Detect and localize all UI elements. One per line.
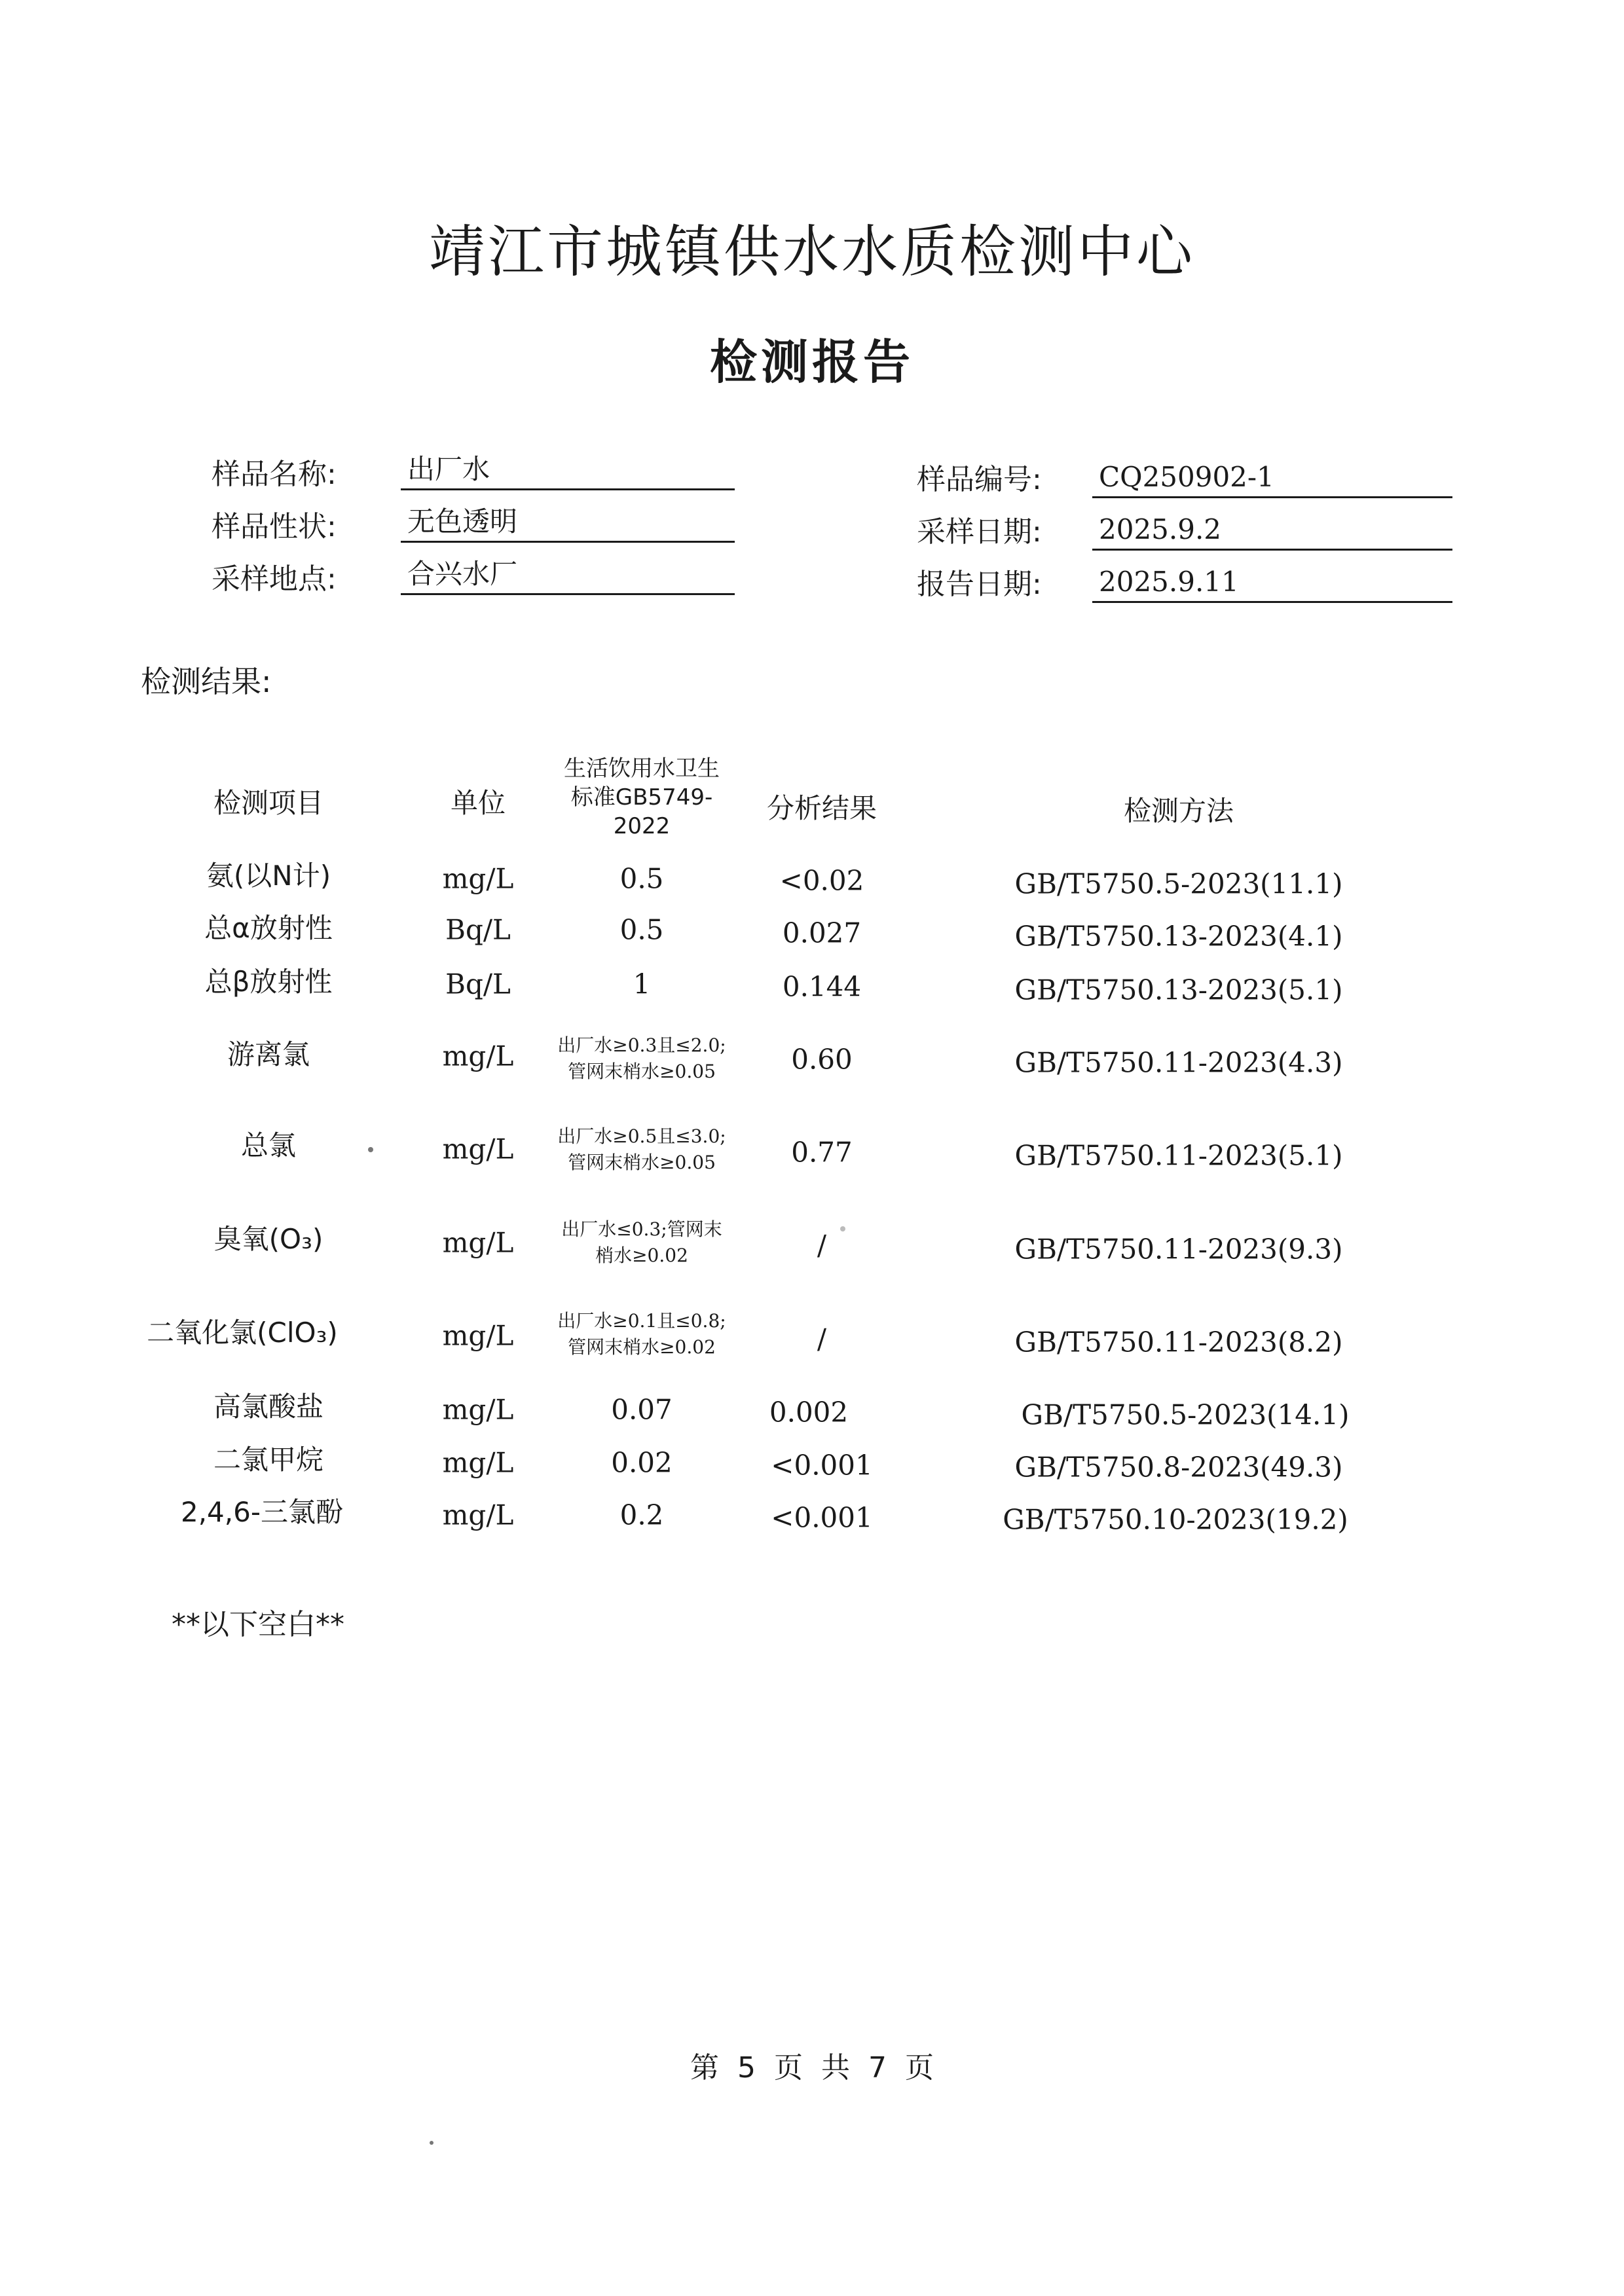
row-method: GB/T5750.11-2023(9.3) — [1014, 1233, 1343, 1266]
report-date-label: 报告日期: — [917, 568, 1042, 601]
row-method: GB/T5750.13-2023(4.1) — [1014, 920, 1343, 953]
report-date-value: 2025.9.11 — [1092, 563, 1452, 603]
column-header-method: 检测方法 — [1123, 795, 1234, 827]
row-item: 游离氯 — [227, 1038, 310, 1070]
row-unit: mg/L — [442, 1226, 514, 1259]
row-item: 高氯酸盐 — [213, 1391, 323, 1423]
scan-speck — [840, 1226, 845, 1231]
scan-speck — [368, 1147, 373, 1152]
row-item: 二氧化氯(ClO₃) — [147, 1317, 338, 1349]
row-result: 0.60 — [791, 1043, 853, 1076]
footer-prefix: 第 — [690, 2051, 719, 2085]
row-method: GB/T5750.11-2023(5.1) — [1014, 1139, 1343, 1172]
sampling-location-label: 采样地点: — [212, 562, 337, 596]
column-header-unit: 单位 — [450, 787, 506, 819]
row-item: 总氯 — [240, 1129, 296, 1161]
row-unit: mg/L — [442, 1040, 514, 1072]
sample-state-value: 无色透明 — [401, 503, 735, 543]
row-item: 二氯甲烷 — [213, 1444, 323, 1476]
row-result: <0.02 — [779, 864, 864, 897]
row-item: 臭氧(O₃) — [213, 1223, 323, 1255]
results-heading: 检测结果: — [141, 664, 272, 699]
row-unit: mg/L — [442, 1446, 514, 1479]
total-page-number: 7 — [868, 2051, 887, 2085]
column-header-result: 分析结果 — [766, 792, 877, 824]
row-unit: mg/L — [442, 862, 514, 895]
row-method: GB/T5750.13-2023(5.1) — [1014, 974, 1343, 1006]
row-result: 0.144 — [782, 970, 862, 1003]
page-number-footer — [0, 2044, 1624, 2086]
row-item: 氨(以N计) — [206, 860, 331, 892]
row-standard: 0.07 — [611, 1393, 673, 1426]
footer-total-word: 共 — [821, 2051, 850, 2085]
row-method: GB/T5750.11-2023(8.2) — [1014, 1326, 1343, 1358]
sampling-location-value: 合兴水厂 — [401, 555, 735, 595]
column-header-item: 检测项目 — [213, 787, 323, 819]
row-result: / — [817, 1229, 827, 1262]
row-unit: mg/L — [442, 1319, 514, 1352]
organization-title: 靖江市城镇供水水质检测中心 — [429, 219, 1195, 285]
row-method: GB/T5750.10-2023(19.2) — [1003, 1503, 1348, 1536]
row-standard: 0.5 — [619, 862, 664, 895]
row-result: 0.027 — [782, 917, 862, 949]
row-standard: 1 — [633, 968, 651, 1000]
row-method: GB/T5750.5-2023(11.1) — [1014, 867, 1343, 900]
sample-name-label: 样品名称: — [212, 458, 337, 491]
row-item: 2,4,6-三氯酚 — [180, 1496, 344, 1528]
sampling-date-label: 采样日期: — [917, 515, 1042, 549]
row-method: GB/T5750.5-2023(14.1) — [1021, 1398, 1350, 1431]
row-unit: mg/L — [442, 1499, 514, 1531]
row-method: GB/T5750.11-2023(4.3) — [1014, 1046, 1343, 1079]
row-standard: 出厂水≥0.3且≤2.0;管网末梢水≥0.05 — [557, 1034, 726, 1082]
row-result: 0.77 — [791, 1136, 853, 1169]
sample-number-value: CQ250902-1 — [1092, 458, 1452, 498]
footer-suffix: 页 — [905, 2051, 934, 2085]
sample-name-value: 出厂水 — [401, 450, 735, 490]
sampling-date-value: 2025.9.2 — [1092, 511, 1452, 551]
scan-speck — [430, 2141, 434, 2145]
sample-number-label: 样品编号: — [917, 463, 1042, 496]
row-method: GB/T5750.8-2023(49.3) — [1014, 1451, 1343, 1484]
row-result: / — [817, 1322, 827, 1355]
footer-page-word: 页 — [774, 2051, 803, 2085]
row-result: 0.002 — [769, 1396, 849, 1429]
row-unit: Bq/L — [445, 968, 511, 1000]
row-standard: 出厂水≥0.5且≤3.0;管网末梢水≥0.05 — [557, 1125, 726, 1173]
row-standard: 0.02 — [611, 1446, 673, 1479]
row-item: 总α放射性 — [204, 912, 333, 944]
row-unit: mg/L — [442, 1393, 514, 1426]
row-unit: mg/L — [442, 1133, 514, 1165]
column-header-standard: 生活饮用水卫生标准GB5749-2022 — [564, 756, 720, 839]
row-standard: 0.5 — [619, 913, 664, 946]
sample-state-label: 样品性状: — [212, 510, 337, 543]
row-standard: 0.2 — [619, 1499, 664, 1531]
report-title: 检测报告 — [709, 335, 914, 390]
row-result: <0.001 — [771, 1449, 873, 1482]
row-standard: 出厂水≤0.3;管网末梢水≥0.02 — [561, 1218, 722, 1266]
row-result: <0.001 — [771, 1501, 873, 1534]
row-item: 总β放射性 — [204, 966, 333, 998]
row-standard: 出厂水≥0.1且≤0.8;管网末梢水≥0.02 — [557, 1310, 726, 1358]
current-page-number: 5 — [737, 2051, 756, 2085]
row-unit: Bq/L — [445, 913, 511, 946]
blank-below-note: **以下空白** — [172, 1608, 344, 1641]
